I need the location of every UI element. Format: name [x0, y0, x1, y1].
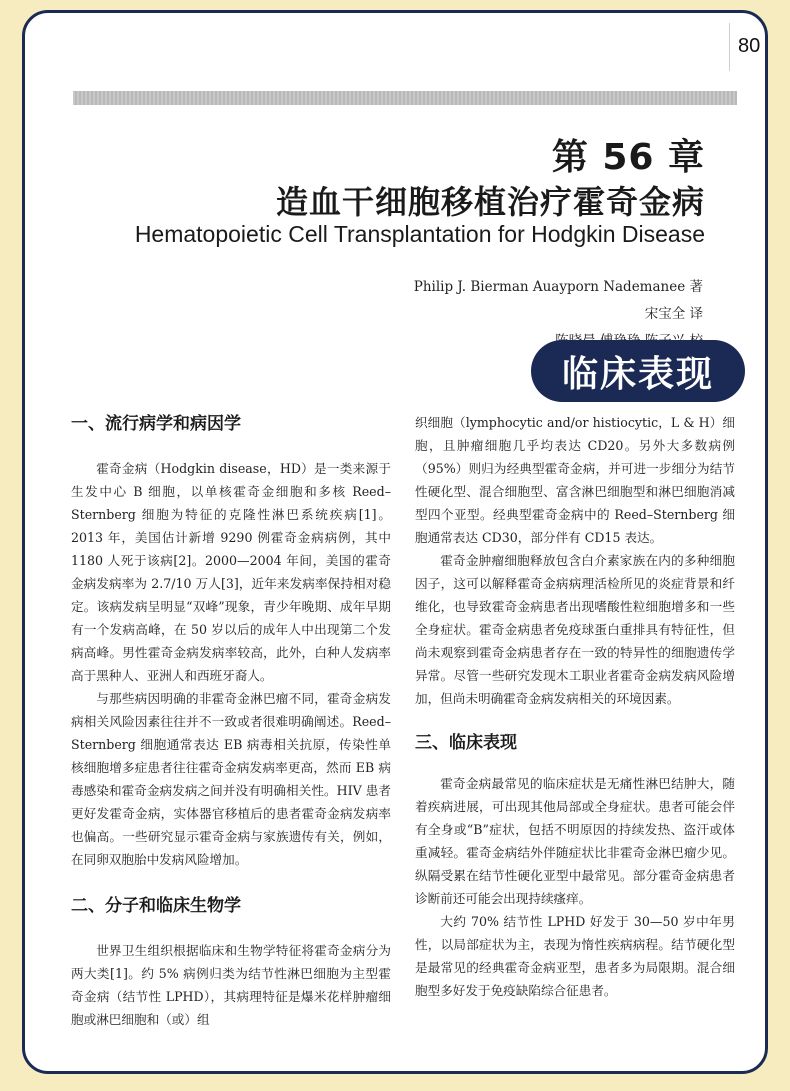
left-column	[71, 411, 391, 1031]
header-rule	[73, 91, 737, 105]
section-heading-epidemiology: 一、流行病学和病因学	[71, 414, 241, 434]
paragraph: 霍奇金病最常见的临床症状是无痛性淋巴结肿大，随着疾病进展，可出现其他局部或全身症状。患者可能会伴有全身或“B”症状，包括不明原因的持续发热、盗汗或体重减轻。霍奇金病结外伴随症状比非霍奇金淋巴瘤少见。纵隔受累在结节性硬化亚型中最常见。部分霍奇金病患者诊断前还可能会出现持续瘙痒。	[415, 776, 735, 906]
paragraph: 织细胞（lymphocytic and/or histiocytic，L & H）细胞，且肿瘤细胞几乎均表达 CD20。另外大多数病例（95%）则归为经典型霍奇金病，并可进一步细分为结节性硬化型、混合细胞型、富含淋巴细胞型和淋巴细胞消减型四个亚型。经典型霍奇金病中的 Reed–Sternberg 细胞通常表达 CD30，部分伴有 CD15 表达。	[415, 415, 735, 545]
chapter-title-chinese: 造血干细胞移植治疗霍奇金病	[275, 183, 705, 221]
page-card	[22, 10, 768, 1074]
section-heading-clinical: 三、临床表现	[415, 733, 517, 753]
chapter-title-english: Hematopoietic Cell Transplantation for Hodgkin Disease	[134, 221, 705, 247]
chapter-number: 第 56 章	[551, 137, 705, 178]
paragraph: 与那些病因明确的非霍奇金淋巴瘤不同，霍奇金病发病相关风险因素往往并不一致或者很难明确阐述。Reed–Sternberg 细胞通常表达 EB 病毒相关抗原，传染性单核细胞增多症患者往往霍奇金病发病率更高，然而 EB 病毒感染和霍奇金病发病之间并没有明确相关性。HIV 患者更好发霍奇金病，实体器官移植后的患者霍奇金病发病率也偏高。一些研究显示霍奇金病与家族遗传有关，例如，在同卵双胞胎中发病风险增加。	[71, 691, 391, 867]
page-number: 80	[729, 23, 765, 71]
paragraph: 霍奇金病（Hodgkin disease，HD）是一类来源于生发中心 B 细胞，以单核霍奇金细胞和多核 Reed–Sternberg 细胞为特征的克隆性淋巴系统疾病[1]。2013 年，美国估计新增 9290 例霍奇金病病例，其中 1180 人死于该病[2]。2000—2004 年间，美国的霍奇金病发病率为 2.7/10 万人[3]，近年来发病率保持相对稳定。该病发病呈明显“双峰”现象，青少年晚期、成年早期有一个发病高峰，在 50 岁以后的成年人中出现第二个发病高峰。男性霍奇金病发病率较高，此外，白种人发病率高于黑种人、亚洲人和西班牙裔人。	[71, 461, 391, 683]
section-heading-molecular-biology: 二、分子和临床生物学	[71, 896, 241, 916]
paragraph: 霍奇金肿瘤细胞释放包含白介素家族在内的多种细胞因子，这可以解释霍奇金病病理活检所见的炎症背景和纤维化，也导致霍奇金病患者出现嗜酸性粒细胞增多和一些全身症状。霍奇金病患者免疫球蛋白重排具有特征性，但尚未观察到霍奇金病患者存在一致的特异性的细胞遗传学异常。尽管一些研究发现木工职业者霍奇金病发病风险增加，但尚未明确霍奇金病发病相关的环境因素。	[415, 553, 735, 706]
paragraph: 大约 70% 结节性 LPHD 好发于 30—50 岁中年男性，以局部症状为主，表现为惰性疾病病程。结节硬化型是最常见的经典霍奇金病亚型，患者多为局限期。混合细胞型多好发于免疫缺陷综合征患者。	[415, 914, 735, 998]
author-credit: Philip J. Bierman Auayporn Nademanee 著	[413, 279, 703, 295]
paragraph: 世界卫生组织根据临床和生物学特征将霍奇金病分为两大类[1]。约 5% 病例归类为结节性淋巴细胞为主型霍奇金病（结节性 LPHD），其病理特征是爆米花样肿瘤细胞或淋巴细胞和（或）组	[71, 943, 391, 1027]
translator-credit: 宋宝全 译	[644, 306, 703, 322]
section-badge: 临床表现	[531, 340, 745, 402]
right-column	[415, 411, 735, 1002]
